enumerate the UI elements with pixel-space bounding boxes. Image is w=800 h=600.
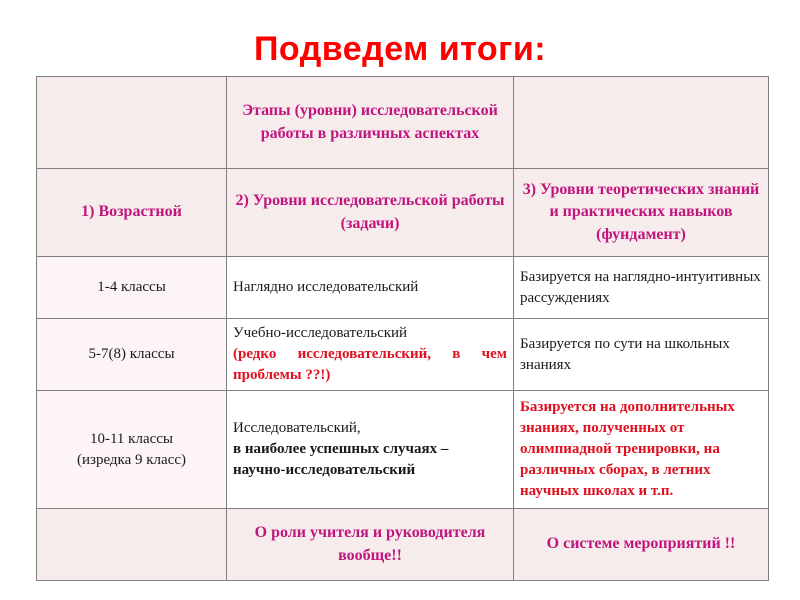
row2-level-note: (редко исследовательский, в чем проблемы ??!) [233, 346, 507, 383]
table-row [37, 319, 769, 391]
header-cell-empty-left [37, 77, 227, 169]
footer-cell-empty [37, 509, 227, 581]
row3-age: 10-11 классы [89, 430, 173, 447]
row3-level-cell [227, 391, 514, 509]
footer-events-system: О системе мероприятий !! [514, 509, 769, 581]
row1-age: 1-4 классы [37, 257, 227, 319]
aspects-row [37, 169, 769, 257]
aspect-research-levels: 2) Уровни исследовательской работы (задачи) [227, 169, 514, 257]
table-row [37, 391, 769, 509]
table-row [37, 257, 769, 319]
row3-level: Исследовательский, [233, 420, 361, 436]
row1-level: Наглядно исследовательский [227, 257, 514, 319]
row2-level: Учебно-исследовательский [233, 325, 408, 341]
header-cell-stages: Этапы (уровни) исследовательской работы в различных аспектах [227, 77, 514, 169]
footer-teacher-role: О роли учителя и руководителя вообще!! [227, 509, 514, 581]
row2-level-cell [227, 319, 514, 391]
row3-basis: Базируется на дополнительных знаниях, полученных от олимпиадной тренировки, на различных сборах, в летних научных школах и т.п. [514, 391, 769, 509]
row3-age-cell [37, 391, 227, 509]
header-cell-empty-right [514, 77, 769, 169]
summary-table [36, 76, 769, 581]
row2-basis: Базируется по сути на школьных знаниях [514, 319, 769, 391]
row1-basis: Базируется на наглядно-интуитивных рассуждениях [514, 257, 769, 319]
row3-age-note: (изредка 9 класс) [77, 451, 186, 468]
aspect-age: 1) Возрастной [37, 169, 227, 257]
aspect-knowledge-levels: 3) Уровни теоретических знаний и практических навыков (фундамент) [514, 169, 769, 257]
table-footer-row [37, 509, 769, 581]
table-header-row [37, 77, 769, 169]
page-title: Подведем итоги: [253, 30, 547, 68]
row3-level-note2: научно-исследовательский [233, 462, 416, 478]
row3-level-note: в наиболее успешных случаях – [233, 441, 449, 457]
row2-age: 5-7(8) классы [37, 319, 227, 391]
